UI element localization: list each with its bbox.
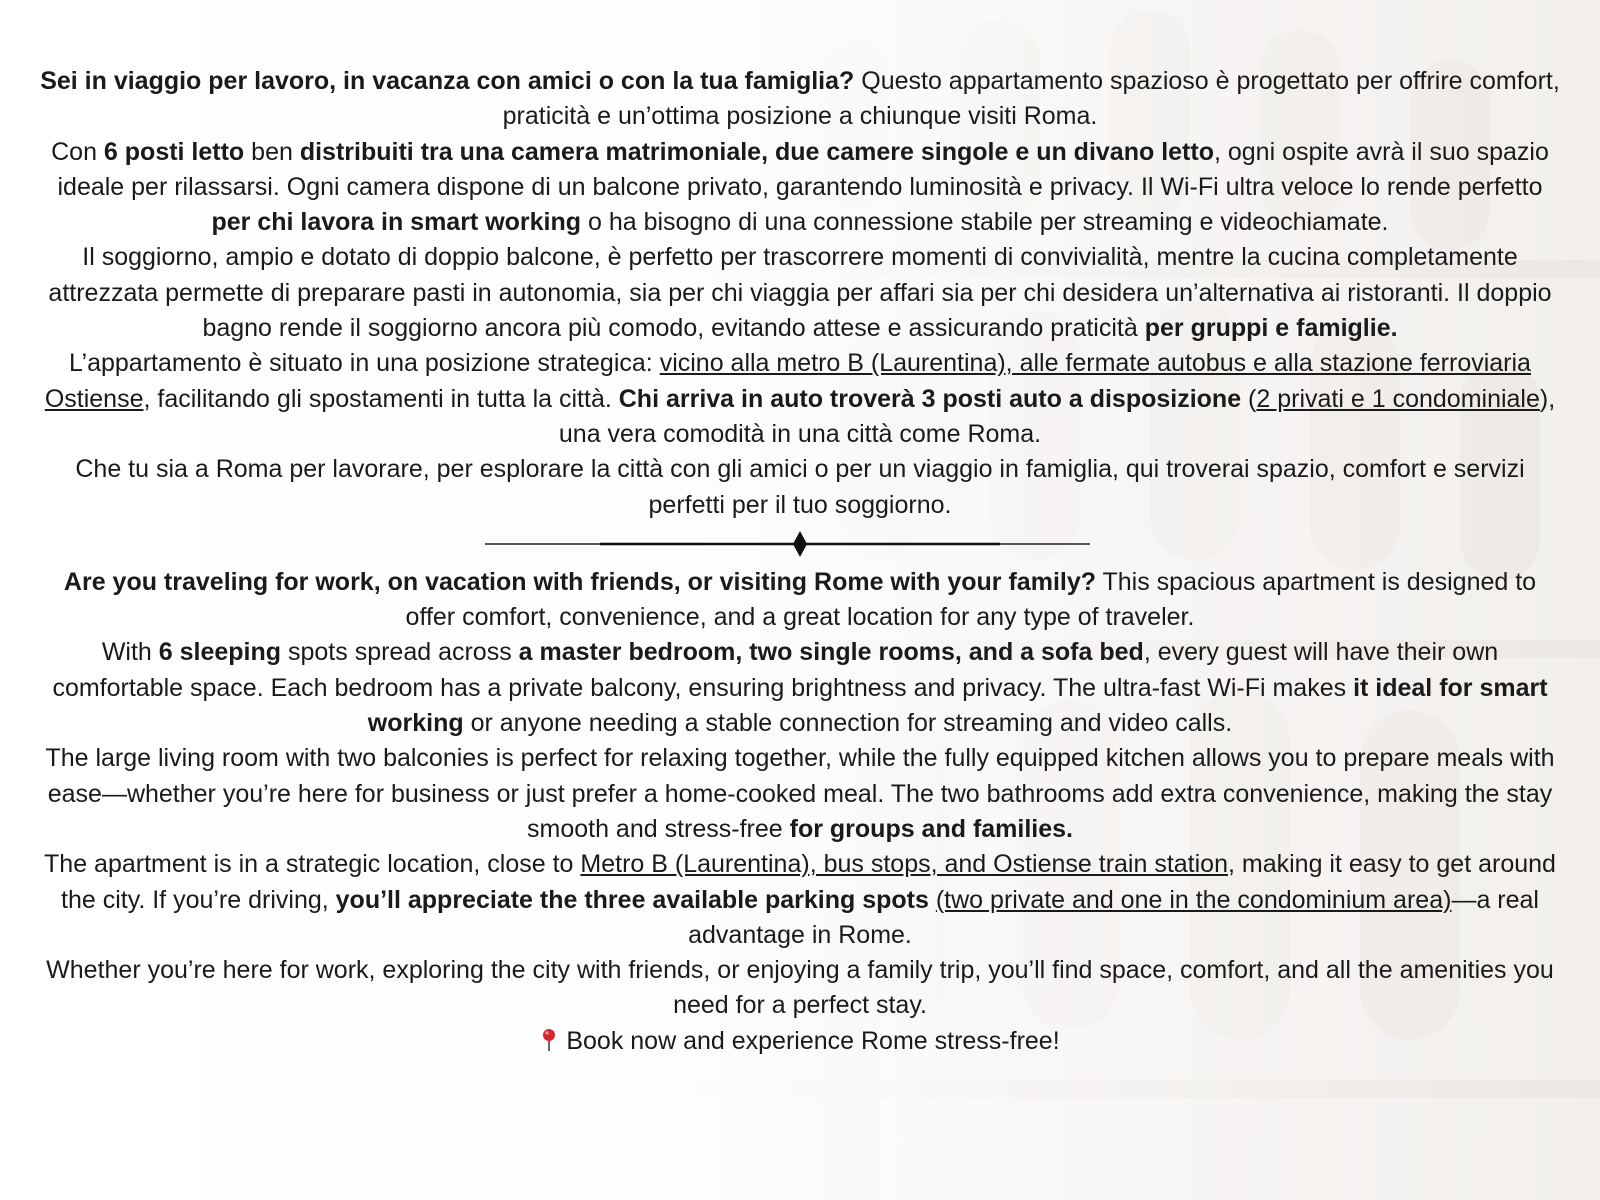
it-smart-working: per chi lavora in smart working (211, 208, 582, 237)
it-intro-text: Questo appartamento spazioso è progettato per offrire comfort, praticità e un’ottima posizione a chiunque visiti Roma. (502, 67, 1560, 131)
it-location-transport: vicino alla metro B (Laurentina), alle fermate autobus e alla stazione ferroviaria Ostiense (44, 349, 1531, 413)
en-paragraph-location (40, 847, 1560, 953)
it-bedrooms-count: 6 posti letto (103, 137, 245, 166)
it-paragraph-location (40, 346, 1560, 452)
call-to-action (40, 1024, 1560, 1059)
en-paragraph-closing (40, 953, 1560, 1024)
en-bedrooms-text-1: With (101, 638, 159, 667)
en-location-text-2: , making it easy to get around the city. If you’re driving, (61, 850, 1556, 914)
it-location-text-1: L’appartamento è situato in una posizione strategica: (69, 349, 660, 378)
description-text (40, 64, 1560, 1059)
en-closing-text: Whether you’re here for work, exploring the city with friends, or enjoying a family trip, you’ll find space, comfort, and all the amenities you need for a perfect stay. (46, 956, 1554, 1020)
it-bedrooms-text-2: ben (244, 137, 293, 166)
it-living-groups: per gruppi e famiglie. (1144, 314, 1398, 343)
en-paragraph-bedrooms (40, 635, 1560, 741)
en-intro-text: This spacious apartment is designed to offer comfort, convenience, and a great location for any type of traveler. (405, 567, 1537, 632)
en-parking: you’ll appreciate the three available parking spots (335, 885, 929, 914)
en-location-transport: Metro B (Laurentina), bus stops, and Ostiense train station (580, 850, 1228, 879)
en-bedrooms-text-3: , every guest will have their own comfortable space. Each bedroom has a private balcony, ensuring brightness and privacy. The ultra-fast Wi-Fi makes (52, 638, 1499, 702)
cta-text: Book now and experience Rome stress-free! (566, 1026, 1060, 1055)
en-bedrooms-text-4: or anyone needing a stable connection for streaming and video calls. (463, 709, 1233, 738)
it-bedrooms-text-4: o ha bisogno di una connessione stabile per streaming e videochiamate. (581, 208, 1389, 237)
it-closing-text: Che tu sia a Roma per lavorare, per esplorare la città con gli amici o per un viaggio in famiglia, qui troverai spazio, comfort e servizi perfetti per il tuo soggiorno. (75, 455, 1525, 519)
en-bedrooms-text-2: spots spread across (281, 638, 519, 667)
en-location-text-3 (929, 886, 936, 914)
it-parking-detail: 2 privati e 1 condominiale (1256, 384, 1540, 413)
en-smart-working: it ideal for smart working (367, 673, 1548, 738)
en-living-text: The large living room with two balconies is perfect for relaxing together, while the fully equipped kitchen allows you to prepare meals with ease—whether you’re here for business or just prefer a home-cooked meal. The two bathrooms add extra convenience, making the stay smooth and stress-free (45, 744, 1555, 843)
it-bedrooms-text-1: Con (51, 137, 104, 166)
en-bedrooms-layout: a master bedroom, two single rooms, and a sofa bed (518, 638, 1144, 667)
it-paragraph-closing (40, 452, 1560, 523)
diamond-ornament-icon (793, 531, 807, 557)
it-intro-question: Sei in viaggio per lavoro, in vacanza con amici o con la tua famiglia? (40, 67, 855, 95)
it-bedrooms-text-3: , ogni ospite avrà il suo spazio ideale per rilassarsi. Ogni camera dispone di un balcone privato, garantendo luminosità e privacy. Il Wi-Fi ultra veloce lo rende perfetto (57, 137, 1549, 201)
it-location-text-2: , facilitando gli spostamenti in tutta la città. (143, 384, 619, 413)
en-bedrooms-count: 6 sleeping (158, 638, 282, 667)
en-paragraph-intro (40, 565, 1560, 636)
it-location-text-3: ( (1241, 384, 1257, 413)
en-intro-question: Are you traveling for work, on vacation with friends, or visiting Rome with your family? (63, 567, 1097, 596)
it-location-text-4: ), una vera comodità in una città come Roma. (558, 384, 1556, 448)
it-paragraph-intro (40, 64, 1560, 135)
it-paragraph-bedrooms (40, 135, 1560, 241)
it-bedrooms-layout: distribuiti tra una camera matrimoniale, due camere singole e un divano letto (292, 137, 1214, 166)
section-divider (40, 525, 1560, 563)
en-living-groups: for groups and families. (789, 814, 1073, 843)
en-parking-detail: (two private and one in the condominium area) (935, 885, 1452, 914)
en-location-text-4: —a real advantage in Rome. (688, 885, 1539, 949)
it-paragraph-living (40, 240, 1560, 346)
en-paragraph-living (40, 741, 1560, 847)
it-parking: Chi arriva in auto troverà 3 posti auto a disposizione (618, 384, 1242, 413)
round-pushpin-icon (540, 1028, 558, 1052)
en-location-text-1: The apartment is in a strategic location, close to (44, 850, 581, 879)
it-living-text: Il soggiorno, ampio e dotato di doppio balcone, è perfetto per trascorrere momenti di convivialità, mentre la cucina completamente attrezzata permette di preparare pasti in autonomia, sia per chi viaggia per affari sia per chi desidera un’alternativa ai ristoranti. Il doppio bagno rende il soggiorno ancora più comodo, evitando attese e assicurando praticità (48, 243, 1552, 343)
